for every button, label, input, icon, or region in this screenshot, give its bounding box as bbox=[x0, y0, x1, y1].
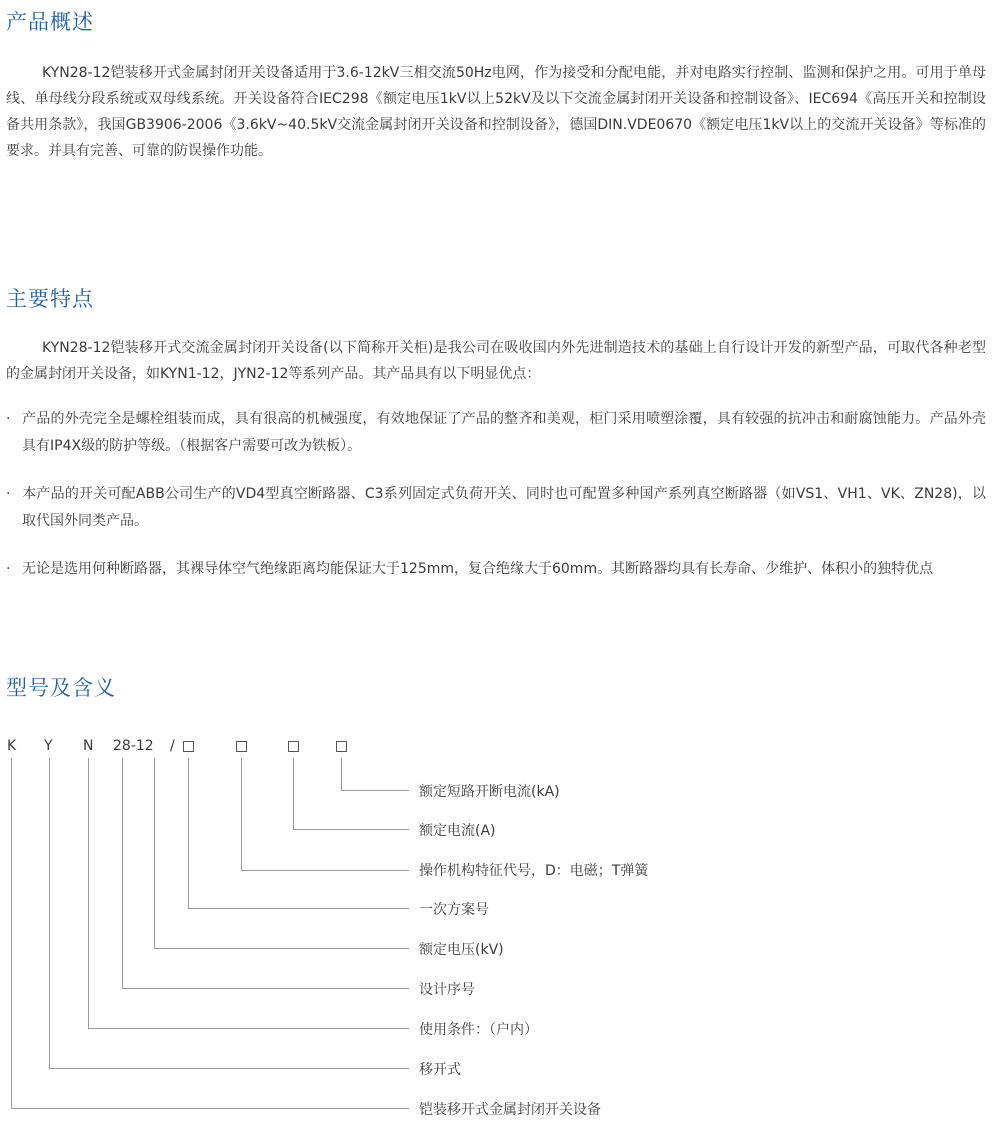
leader-horizontal bbox=[122, 988, 409, 989]
feature-bullet-text: 产品的外壳完全是螺栓组装而成，具有很高的机械强度，有效地保证了产品的整齐和美观，柜门采用喷塑涂覆，具有较强的抗冲击和耐腐蚀能力。产品外壳具有IP4X级的防护等级。（根据客户需要可改为铁板）。 bbox=[22, 411, 986, 454]
leader-vertical bbox=[341, 758, 342, 790]
bullet-dot: · bbox=[6, 486, 11, 502]
feature-bullet-text: 无论是选用何种断路器，其裸导体空气绝缘距离均能保证大于125mm，复合绝缘大于60mm。其断路器均具有长寿命、少维护、体积小的独特优点 bbox=[22, 561, 934, 577]
leader-vertical bbox=[154, 758, 155, 948]
leader-horizontal bbox=[293, 829, 409, 830]
leader-vertical bbox=[88, 758, 89, 1028]
code-box-mechanism bbox=[236, 741, 247, 752]
feature-bullet bbox=[6, 406, 986, 460]
leader-vertical bbox=[11, 758, 12, 1108]
features-intro: KYN28-12铠装移开式交流金属封闭开关设备(以下简称开关柜)是我公司在吸收国内外先进制造技术的基础上自行设计开发的新型产品，可取代各种老型的金属封闭开关设备，如KYN1-12，JYN2-12等系列产品。其产品具有以下明显优点： bbox=[6, 340, 986, 382]
code-n: N bbox=[83, 738, 94, 754]
leader-horizontal bbox=[154, 948, 409, 949]
overview-title: 产品概述 bbox=[6, 10, 94, 34]
bullet-dot: · bbox=[6, 411, 11, 427]
features-title: 主要特点 bbox=[6, 287, 94, 311]
feature-bullet bbox=[6, 556, 986, 583]
code-y: Y bbox=[44, 738, 53, 754]
legend-armored-switchgear: 铠装移开式金属封闭开关设备 bbox=[419, 1102, 601, 1118]
leader-horizontal bbox=[188, 908, 409, 909]
legend-withdrawable: 移开式 bbox=[419, 1062, 461, 1078]
legend-scheme-number: 一次方案号 bbox=[419, 902, 489, 918]
legend-rated-voltage: 额定电压(kV) bbox=[419, 942, 504, 958]
model-title: 型号及含义 bbox=[6, 676, 116, 700]
feature-bullet-text: 本产品的开关可配ABB公司生产的VD4型真空断路器、C3系列固定式负荷开关、同时也可配置多种国产系列真空断路器（如VS1、VH1、VK、ZN28)，以取代国外同类产品。 bbox=[22, 486, 986, 529]
leader-horizontal bbox=[49, 1068, 409, 1069]
code-number: 28-12 bbox=[113, 738, 154, 754]
leader-vertical bbox=[49, 758, 50, 1068]
code-box-current bbox=[288, 741, 299, 752]
leader-horizontal bbox=[11, 1108, 409, 1109]
legend-mechanism-code: 操作机构特征代号，D：电磁；T弹簧 bbox=[419, 863, 649, 879]
code-slash: / bbox=[170, 738, 175, 754]
legend-breaking-current: 额定短路开断电流(kA) bbox=[419, 784, 560, 800]
bullet-dot: · bbox=[6, 561, 11, 577]
leader-vertical bbox=[293, 758, 294, 829]
feature-bullet bbox=[6, 481, 986, 535]
leader-vertical bbox=[122, 758, 123, 988]
overview-text: KYN28-12铠装移开式金属封闭开关设备适用于3.6-12kV三相交流50Hz电网，作为接受和分配电能，并对电路实行控制、监测和保护之用。可用于单母线、单母线分段系统或双母线系统。开关设备符合IEC298《额定电压1kV以上52kV及以下交流金属封闭开关设备和控制设备》、IEC694《高压开关和控制设备共用条款》，我国GB3906-2006《3.6kV~40.5kV交流金属封闭开关设备和控制设备》，德国DIN.VDE0670《额定电压1kV以上的交流开关设备》等标准的要求。并具有完善、可靠的防误操作功能。 bbox=[6, 65, 986, 159]
leader-horizontal bbox=[341, 790, 409, 791]
leader-horizontal bbox=[88, 1028, 409, 1029]
code-k: K bbox=[7, 738, 17, 754]
code-box-scheme bbox=[183, 741, 194, 752]
code-box-breaking bbox=[336, 741, 347, 752]
legend-design-number: 设计序号 bbox=[419, 982, 475, 998]
legend-usage-condition: 使用条件：（户内） bbox=[419, 1022, 538, 1038]
legend-rated-current: 额定电流(A) bbox=[419, 823, 496, 839]
leader-vertical bbox=[188, 758, 189, 908]
leader-vertical bbox=[241, 758, 242, 870]
leader-horizontal bbox=[241, 870, 409, 871]
